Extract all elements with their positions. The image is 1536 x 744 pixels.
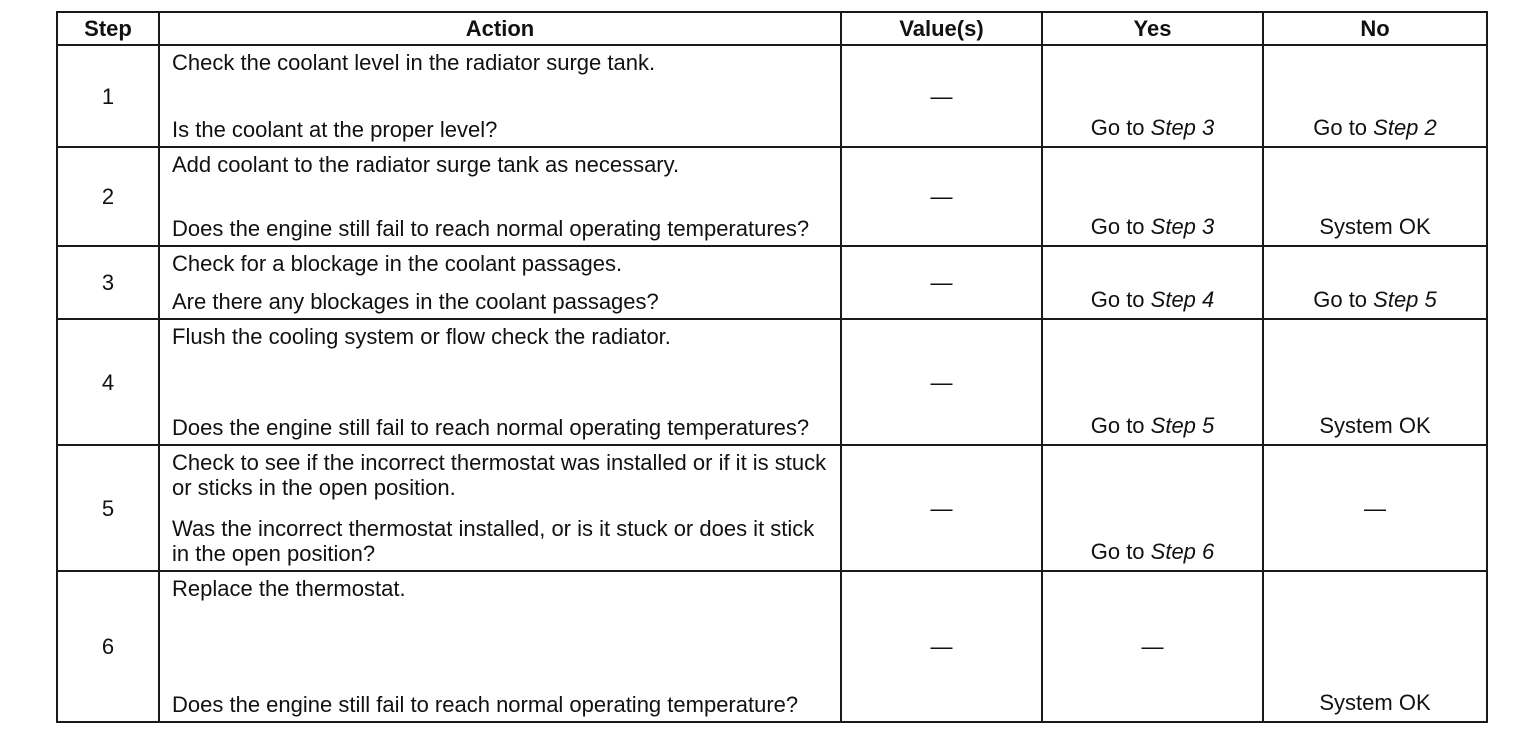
step-number: 5 bbox=[57, 445, 159, 571]
action-instruction: Flush the cooling system or flow check the radiator. bbox=[172, 324, 671, 349]
action-instruction: Add coolant to the radiator surge tank as necessary. bbox=[172, 152, 680, 177]
goto-prefix: Go to bbox=[1313, 287, 1374, 312]
header-values: Value(s) bbox=[841, 12, 1042, 45]
step-number: 4 bbox=[57, 319, 159, 445]
diagnostic-table bbox=[56, 11, 1488, 723]
yes-cell: — bbox=[1042, 571, 1263, 722]
action-instruction: Check for a blockage in the coolant passages. bbox=[172, 251, 623, 276]
yes-cell bbox=[1042, 246, 1263, 319]
table-row bbox=[57, 246, 1487, 319]
value-cell: — bbox=[841, 571, 1042, 722]
yes-cell bbox=[1042, 147, 1263, 246]
action-question: Are there any blockages in the coolant passages? bbox=[172, 289, 659, 314]
action-cell bbox=[159, 445, 841, 571]
no-cell: System OK bbox=[1263, 147, 1487, 246]
goto-prefix: Go to bbox=[1090, 413, 1151, 438]
table-row bbox=[57, 571, 1487, 722]
goto-prefix: Go to bbox=[1090, 287, 1151, 312]
value-cell: — bbox=[841, 246, 1042, 319]
no-cell bbox=[1263, 246, 1487, 319]
action-question: Does the engine still fail to reach normal operating temperatures? bbox=[172, 216, 810, 241]
action-cell bbox=[159, 147, 841, 246]
action-question: Does the engine still fail to reach normal operating temperatures? bbox=[172, 415, 810, 440]
goto-step-link: Step 6 bbox=[1150, 539, 1215, 564]
action-cell bbox=[159, 246, 841, 319]
action-instruction: Replace the thermostat. bbox=[172, 576, 406, 601]
yes-cell bbox=[1042, 319, 1263, 445]
action-instruction: Check to see if the incorrect thermostat was installed or if it is stuck or sticks in the open position. bbox=[172, 450, 827, 500]
goto-step-link: Step 2 bbox=[1373, 115, 1437, 140]
yes-cell bbox=[1042, 45, 1263, 147]
goto-prefix: Go to bbox=[1090, 115, 1151, 140]
action-cell bbox=[159, 319, 841, 445]
goto-prefix: Go to bbox=[1090, 214, 1151, 239]
step-number: 3 bbox=[57, 246, 159, 319]
step-number: 2 bbox=[57, 147, 159, 246]
goto-prefix: Go to bbox=[1090, 539, 1151, 564]
goto-step-link: Step 3 bbox=[1150, 214, 1215, 239]
header-yes: Yes bbox=[1042, 12, 1263, 45]
step-number: 1 bbox=[57, 45, 159, 147]
no-cell: System OK bbox=[1263, 319, 1487, 445]
table-row bbox=[57, 45, 1487, 147]
goto-step-link: Step 3 bbox=[1150, 115, 1215, 140]
no-cell bbox=[1263, 45, 1487, 147]
value-cell: — bbox=[841, 45, 1042, 147]
table-row bbox=[57, 147, 1487, 246]
table-row bbox=[57, 445, 1487, 571]
value-cell: — bbox=[841, 319, 1042, 445]
yes-cell bbox=[1042, 445, 1263, 571]
action-question: Is the coolant at the proper level? bbox=[172, 117, 498, 142]
action-question: Does the engine still fail to reach normal operating temperature? bbox=[172, 692, 799, 717]
goto-step-link: Step 5 bbox=[1373, 287, 1437, 312]
header-no: No bbox=[1263, 12, 1487, 45]
value-cell: — bbox=[841, 445, 1042, 571]
no-cell: System OK bbox=[1263, 571, 1487, 722]
action-question: Was the incorrect thermostat installed, or is it stuck or does it stick in the open position? bbox=[172, 516, 815, 566]
goto-step-link: Step 4 bbox=[1150, 287, 1215, 312]
value-cell: — bbox=[841, 147, 1042, 246]
header-row bbox=[57, 12, 1487, 45]
action-cell bbox=[159, 45, 841, 147]
step-number: 6 bbox=[57, 571, 159, 722]
goto-prefix: Go to bbox=[1313, 115, 1374, 140]
no-cell: — bbox=[1263, 445, 1487, 571]
action-cell bbox=[159, 571, 841, 722]
action-instruction: Check the coolant level in the radiator surge tank. bbox=[172, 50, 656, 75]
goto-step-link: Step 5 bbox=[1150, 413, 1215, 438]
table-row bbox=[57, 319, 1487, 445]
header-step: Step bbox=[57, 12, 159, 45]
header-action: Action bbox=[159, 12, 841, 45]
